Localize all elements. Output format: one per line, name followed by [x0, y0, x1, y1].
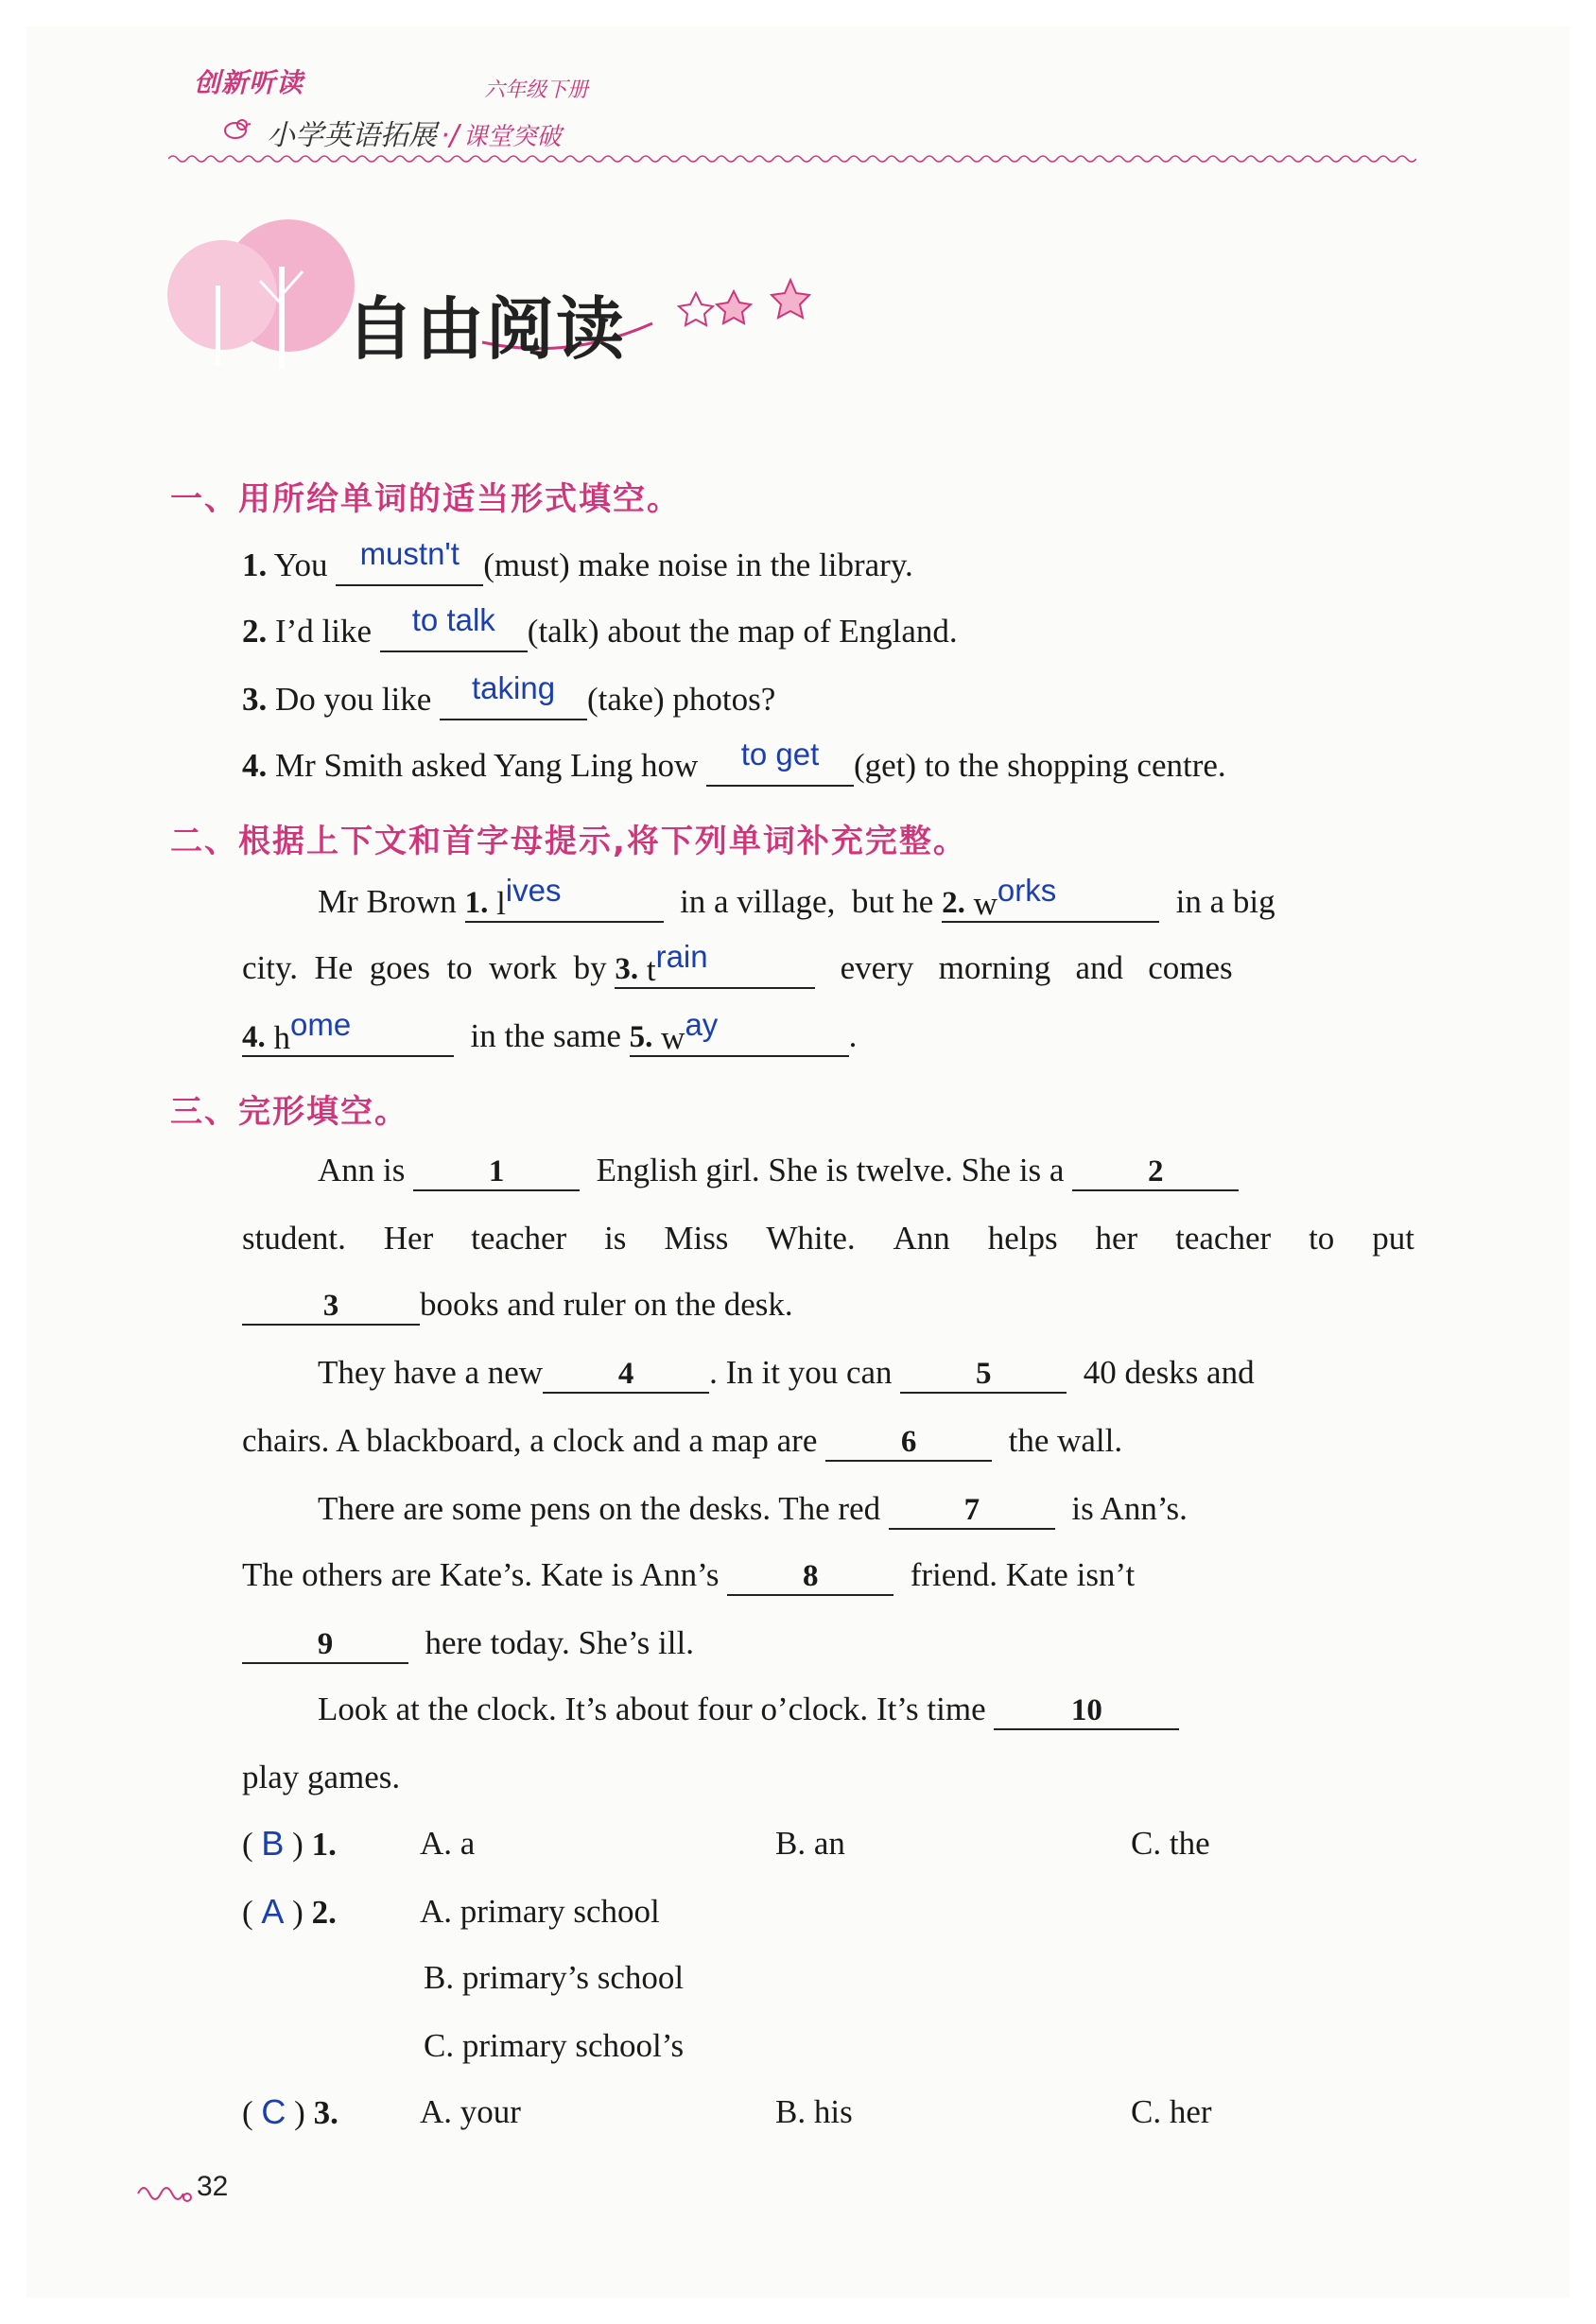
- cloze-blank[interactable]: 8: [727, 1556, 893, 1596]
- section-title: 课堂突破: [462, 123, 562, 151]
- choice-row-2: ( A ) 2.: [242, 1892, 337, 1931]
- banner-title: 自由阅读: [346, 289, 627, 369]
- part2-line-2: city. He goes to work by 3. train every morning and comes: [242, 939, 1233, 988]
- part1-item-1: 1. You mustn't (must) make noise in the library.: [242, 545, 913, 586]
- header-wavy-divider: [168, 153, 1416, 165]
- choice-answer[interactable]: B: [261, 1824, 285, 1863]
- cloze-blank[interactable]: 3: [242, 1286, 420, 1326]
- cloze-blank[interactable]: 1: [413, 1152, 580, 1191]
- passage-line-6: There are some pens on the desks. The red 7 is Ann’s.: [318, 1488, 1188, 1530]
- answer-blank[interactable]: 4. home: [242, 1017, 454, 1057]
- choice-option: C. primary school’s: [424, 2027, 685, 2064]
- cloze-blank[interactable]: 6: [825, 1422, 992, 1462]
- answer-blank[interactable]: mustn't: [336, 546, 483, 586]
- cloze-blank[interactable]: 4: [543, 1354, 709, 1394]
- page-number: 32: [197, 2171, 229, 2202]
- answer-blank[interactable]: taking: [440, 681, 587, 720]
- answer-blank[interactable]: 2. works: [942, 883, 1159, 923]
- part1-item-3: 3. Do you like taking (take) photos?: [242, 679, 775, 720]
- passage-line-2: student. Her teacher is Miss White. Ann helps her teacher to put: [242, 1220, 1414, 1257]
- cloze-blank[interactable]: 9: [242, 1624, 408, 1664]
- passage-line-8: 9 here today. She’s ill.: [242, 1622, 694, 1664]
- passage-line-1: Ann is 1 English girl. She is twelve. She is a 2: [318, 1150, 1239, 1191]
- passage-line-7: The others are Kate’s. Kate is Ann’s 8 friend. Kate isn’t: [242, 1554, 1135, 1596]
- choice-answer[interactable]: A: [261, 1892, 285, 1931]
- series-logo: 创新听读: [194, 67, 304, 98]
- grade-label: 六年级下册: [484, 78, 589, 102]
- passage-line-9: Look at the clock. It’s about four o’clock. It’s time 10: [318, 1689, 1179, 1730]
- answer-blank[interactable]: 3. train: [615, 949, 815, 989]
- cloze-blank[interactable]: 5: [900, 1354, 1067, 1394]
- swirl-decoration-icon: [134, 2175, 197, 2209]
- passage-line-4: They have a new 4 . In it you can 5 40 desks and: [318, 1352, 1255, 1394]
- part2-line-1: Mr Brown 1. lives in a village, but he 2. works in a big: [318, 873, 1275, 922]
- choice-row-1: ( B ) 1.: [242, 1824, 337, 1863]
- answer-blank[interactable]: 5. way: [630, 1017, 849, 1057]
- cloze-blank[interactable]: 2: [1072, 1152, 1239, 1191]
- choice-option: A. a: [420, 1825, 476, 1862]
- choice-option: B. primary’s school: [424, 1959, 685, 1996]
- cloze-blank[interactable]: 7: [889, 1490, 1055, 1530]
- part1-item-4: 4. Mr Smith asked Yang Ling how to get (get) to the shopping centre.: [242, 745, 1226, 787]
- answer-blank[interactable]: to talk: [380, 613, 528, 652]
- part3-title: 三、完形填空。: [170, 1093, 408, 1131]
- passage-line-5: chairs. A blackboard, a clock and a map are 6 the wall.: [242, 1420, 1122, 1462]
- answer-blank[interactable]: to get: [706, 747, 854, 787]
- choice-option: A. primary school: [420, 1893, 660, 1930]
- passage-line-3: 3 books and ruler on the desk.: [242, 1284, 793, 1326]
- passage-line-10: play games.: [242, 1759, 401, 1795]
- choice-option: C. her: [1131, 2093, 1212, 2130]
- cloze-blank[interactable]: 10: [994, 1691, 1179, 1730]
- part2-title: 二、根据上下文和首字母提示,将下列单词补充完整。: [170, 823, 967, 860]
- choice-answer[interactable]: C: [261, 2092, 286, 2131]
- part1-title: 一、用所给单词的适当形式填空。: [170, 480, 681, 518]
- series-title: 小学英语拓展: [267, 119, 437, 152]
- choice-option: B. his: [775, 2093, 853, 2130]
- header-subtitle: 小学英语拓展 ·/ 课堂突破: [267, 119, 562, 152]
- choice-option: C. the: [1131, 1825, 1210, 1862]
- bird-icon: [219, 113, 252, 142]
- choice-option: A. your: [420, 2093, 521, 2130]
- choice-row-3: ( C ) 3.: [242, 2092, 338, 2131]
- part2-line-3: 4. home in the same 5. way .: [242, 1007, 858, 1056]
- choice-option: B. an: [775, 1825, 845, 1862]
- answer-blank[interactable]: 1. lives: [465, 883, 664, 923]
- part1-item-2: 2. I’d like to talk (talk) about the map of England.: [242, 611, 958, 652]
